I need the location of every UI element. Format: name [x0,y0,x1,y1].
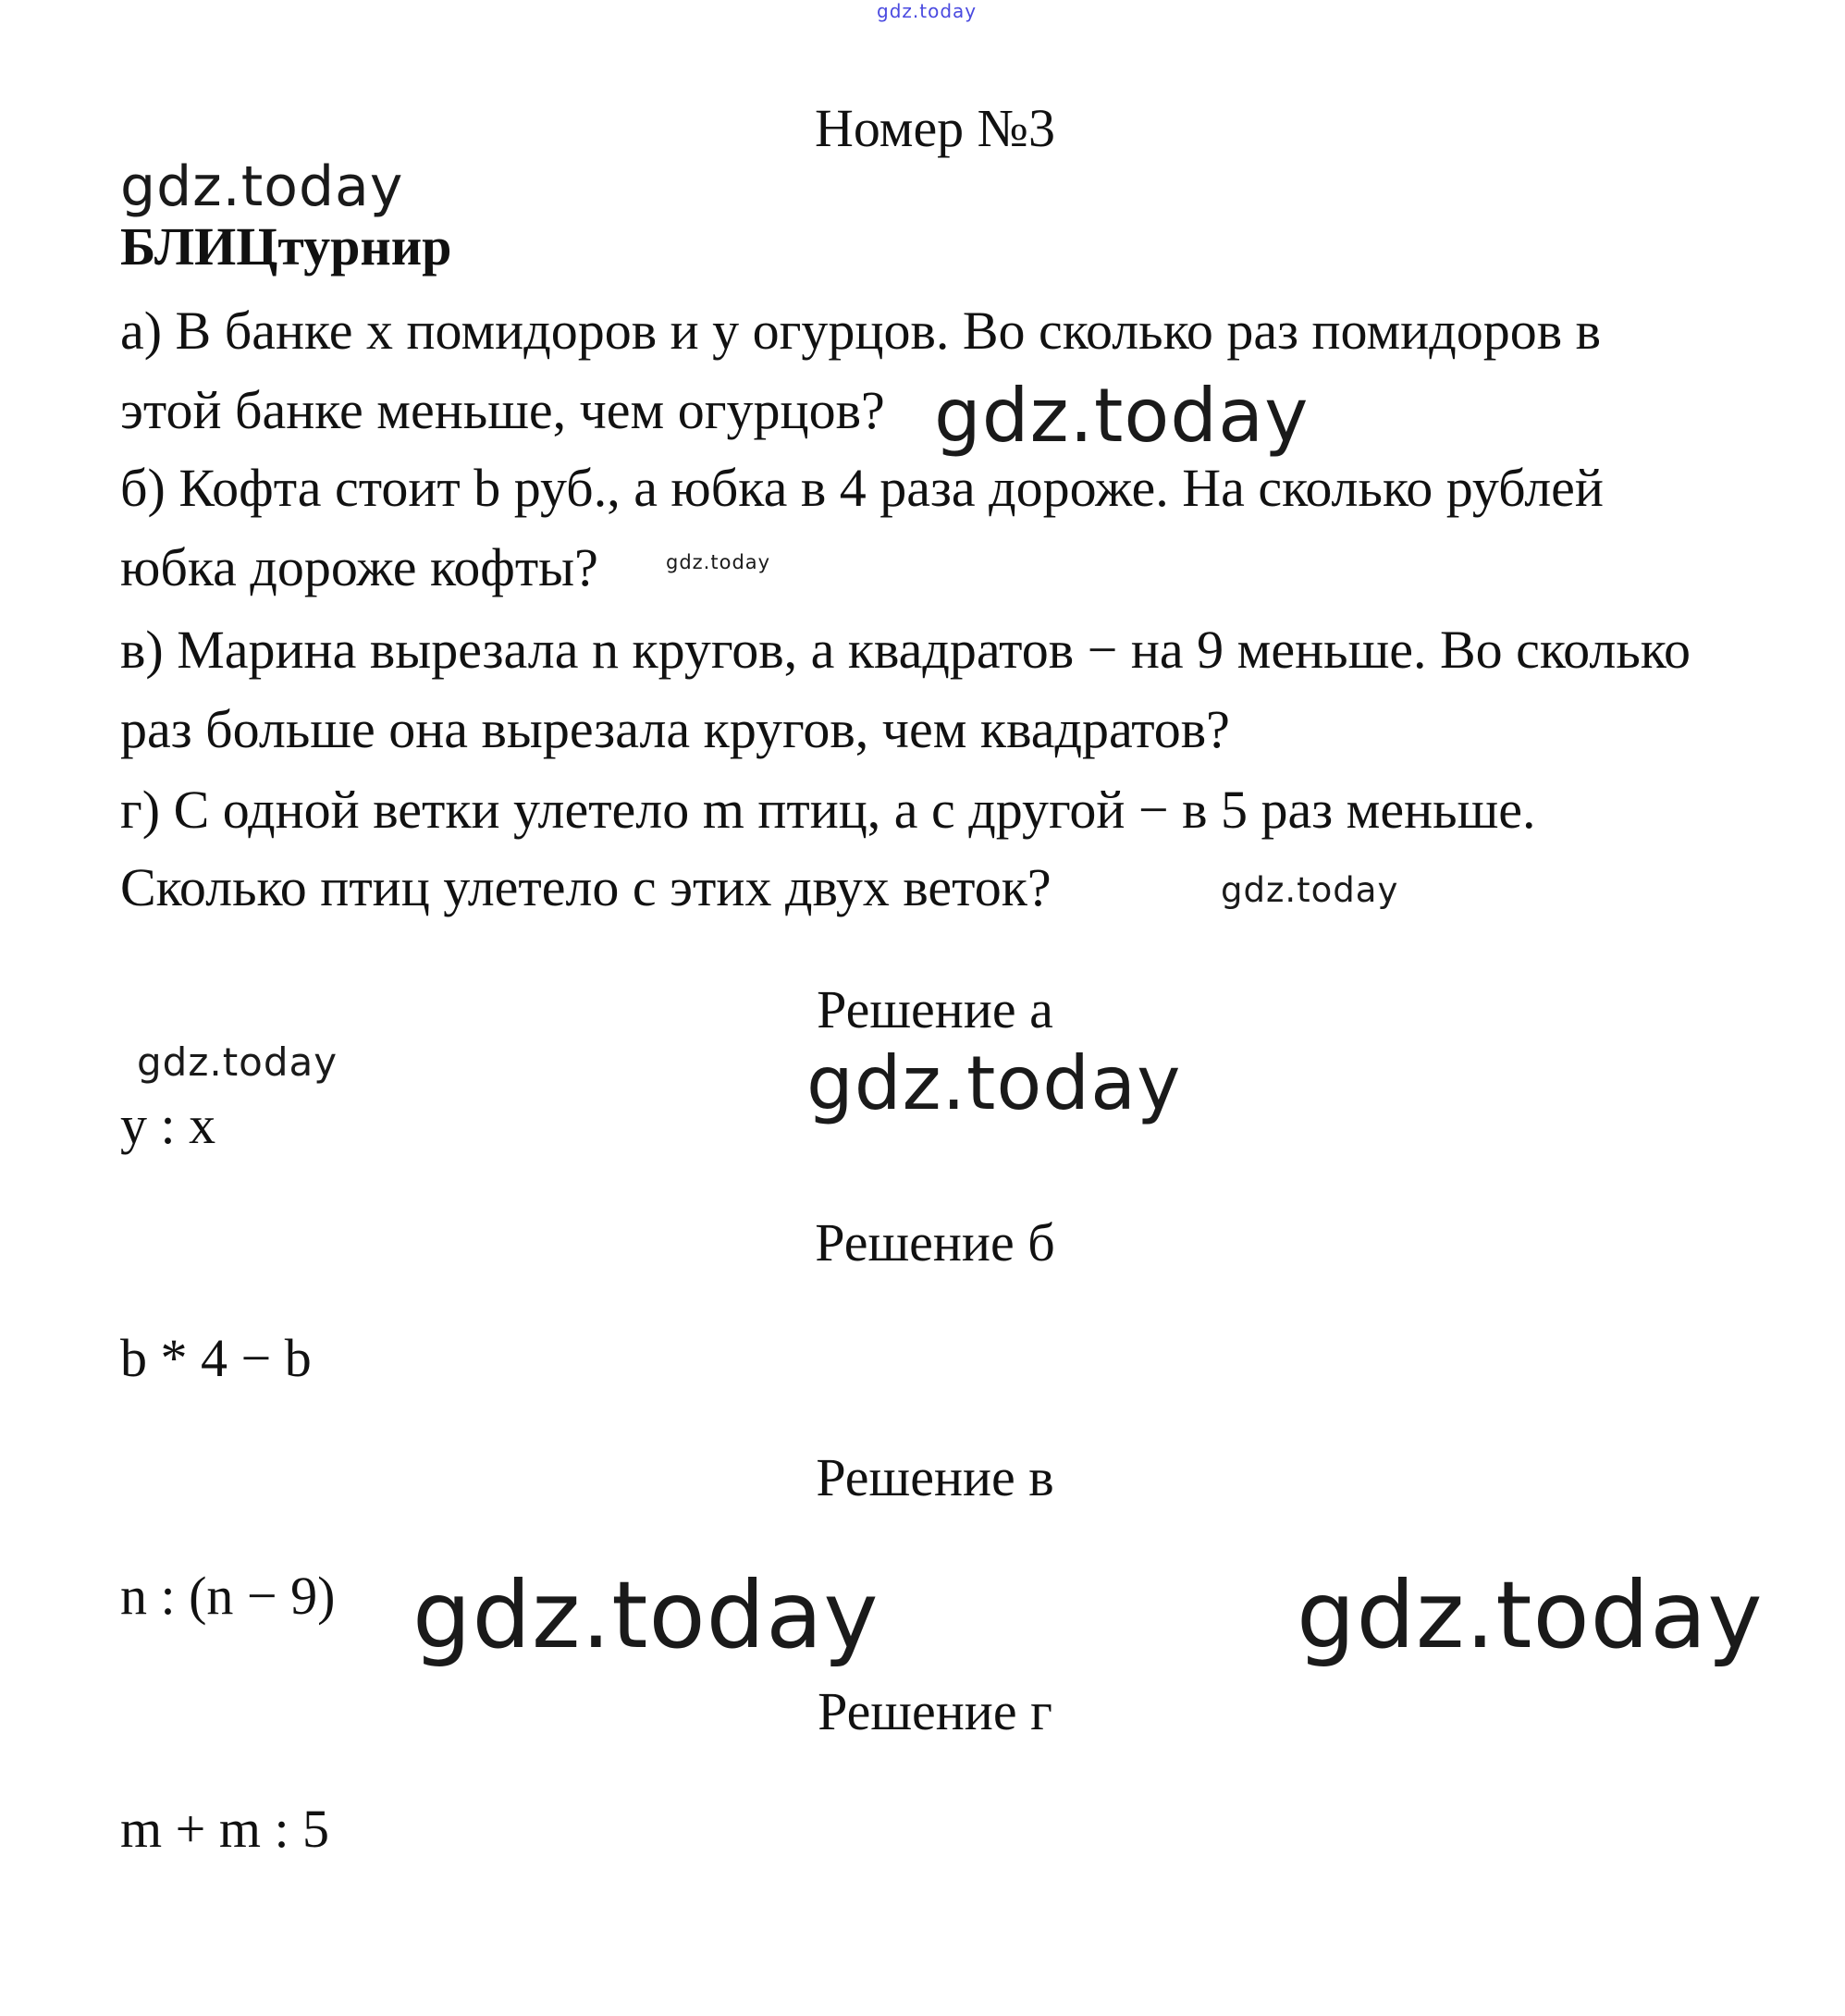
solution-heading: Решение б [815,1212,1055,1272]
problem-line: этой банке меньше, чем огурцов? [120,380,885,440]
page-title: Номер №3 [814,98,1056,158]
watermark: gdz.today [412,1561,879,1669]
problem-line: Сколько птиц улетело с этих двух веток? [120,857,1052,917]
solution-answer: n : (n − 9) [120,1566,336,1626]
solution-heading: Решение г [818,1681,1052,1741]
section-title: БЛИЦтурнир [120,216,452,277]
problem-line: в) Марина вырезала n кругов, а квадратов − на 9 меньше. Во сколько [120,620,1691,680]
solution-answer: m + m : 5 [120,1799,330,1859]
watermark: gdz.today [806,1040,1182,1126]
watermark: gdz.today [1297,1561,1764,1669]
solution-heading: Решение а [817,979,1053,1039]
problem-line: юбка дороже кофты? [120,537,598,597]
problem-line: раз больше она вырезала кругов, чем квадратов? [120,699,1230,759]
problem-line: г) С одной ветки улетело m птиц, а с другой − в 5 раз меньше. [120,780,1536,840]
solution-heading: Решение в [816,1447,1054,1507]
watermark: gdz.today [120,154,404,219]
watermark: gdz.today [666,551,771,573]
watermark: gdz.today [1221,870,1399,910]
watermark-top: gdz.today [877,0,978,22]
watermark: gdz.today [934,373,1310,459]
solution-answer: b * 4 − b [120,1328,312,1388]
watermark: gdz.today [137,1039,338,1085]
problem-line: б) Кофта стоит b руб., а юбка в 4 раза дороже. На сколько рублей [120,458,1604,518]
solution-answer: y : x [120,1095,216,1155]
problem-line: а) В банке x помидоров и y огурцов. Во сколько раз помидоров в [120,301,1601,361]
